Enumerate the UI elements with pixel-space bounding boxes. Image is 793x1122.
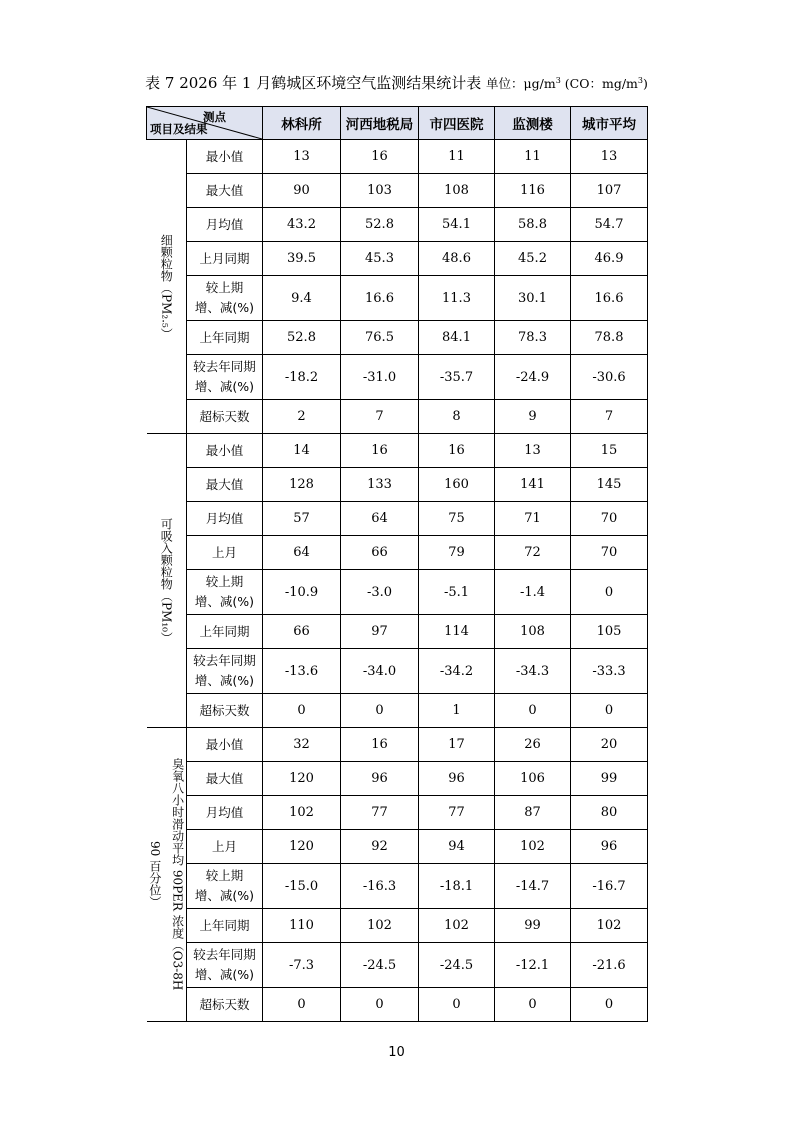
value-cell: 13 bbox=[571, 140, 648, 174]
value-cell: 7 bbox=[341, 400, 419, 434]
value-cell: 102 bbox=[263, 796, 341, 830]
unit-co: (CO：mg/m bbox=[564, 76, 638, 91]
value-cell: 45.3 bbox=[341, 242, 419, 276]
value-cell: 16 bbox=[341, 728, 419, 762]
row-item-label: 最大值 bbox=[187, 174, 263, 208]
value-cell: 11 bbox=[419, 140, 495, 174]
value-cell: 90 bbox=[263, 174, 341, 208]
value-cell: 16 bbox=[341, 140, 419, 174]
value-cell: 102 bbox=[341, 909, 419, 943]
row-item-label: 超标天数 bbox=[187, 988, 263, 1022]
value-cell: 71 bbox=[495, 502, 571, 536]
header-col: 河西地税局 bbox=[341, 107, 419, 140]
value-cell: -24.5 bbox=[341, 943, 419, 988]
value-cell: 76.5 bbox=[341, 321, 419, 355]
table-row bbox=[147, 242, 648, 276]
unit-value: μg/m bbox=[523, 76, 556, 91]
table-row bbox=[147, 988, 648, 1022]
unit-label bbox=[486, 76, 648, 91]
table-row bbox=[147, 208, 648, 242]
value-cell: 87 bbox=[495, 796, 571, 830]
row-item-label: 月均值 bbox=[187, 502, 263, 536]
value-cell: 43.2 bbox=[263, 208, 341, 242]
row-item-label: 较上期 增、减(%) bbox=[187, 864, 263, 909]
value-cell: -30.6 bbox=[571, 355, 648, 400]
value-cell: 17 bbox=[419, 728, 495, 762]
value-cell: 15 bbox=[571, 434, 648, 468]
row-item-label: 较上期 增、减(%) bbox=[187, 570, 263, 615]
value-cell: 96 bbox=[341, 762, 419, 796]
value-cell: 99 bbox=[571, 762, 648, 796]
table-row bbox=[147, 909, 648, 943]
value-cell: 30.1 bbox=[495, 276, 571, 321]
value-cell: 7 bbox=[571, 400, 648, 434]
value-cell: 79 bbox=[419, 536, 495, 570]
value-cell: -18.1 bbox=[419, 864, 495, 909]
value-cell: 66 bbox=[341, 536, 419, 570]
value-cell: 0 bbox=[419, 988, 495, 1022]
value-cell: -5.1 bbox=[419, 570, 495, 615]
table-row bbox=[147, 321, 648, 355]
value-cell: 145 bbox=[571, 468, 648, 502]
value-cell: 0 bbox=[263, 988, 341, 1022]
value-cell: 96 bbox=[571, 830, 648, 864]
value-cell: 84.1 bbox=[419, 321, 495, 355]
table-row bbox=[147, 355, 648, 400]
value-cell: -34.0 bbox=[341, 649, 419, 694]
value-cell: 105 bbox=[571, 615, 648, 649]
value-cell: 0 bbox=[341, 988, 419, 1022]
value-cell: 11.3 bbox=[419, 276, 495, 321]
table-row bbox=[147, 276, 648, 321]
value-cell: 108 bbox=[419, 174, 495, 208]
value-cell: 13 bbox=[495, 434, 571, 468]
row-item-label: 最小值 bbox=[187, 728, 263, 762]
value-cell: 0 bbox=[495, 694, 571, 728]
value-cell: 66 bbox=[263, 615, 341, 649]
value-cell: 72 bbox=[495, 536, 571, 570]
value-cell: 107 bbox=[571, 174, 648, 208]
value-cell: 1 bbox=[419, 694, 495, 728]
row-item-label: 较去年同期 增、减(%) bbox=[187, 649, 263, 694]
header-corner-bottom: 项目及结果 bbox=[150, 122, 208, 136]
unit-prefix: 单位： bbox=[486, 76, 524, 91]
value-cell: -24.5 bbox=[419, 943, 495, 988]
value-cell: 80 bbox=[571, 796, 648, 830]
value-cell: 58.8 bbox=[495, 208, 571, 242]
value-cell: 0 bbox=[341, 694, 419, 728]
row-item-label: 上月同期 bbox=[187, 242, 263, 276]
header-col: 监测楼 bbox=[495, 107, 571, 140]
value-cell: -3.0 bbox=[341, 570, 419, 615]
value-cell: -7.3 bbox=[263, 943, 341, 988]
page-number: 10 bbox=[388, 1045, 405, 1060]
value-cell: -34.3 bbox=[495, 649, 571, 694]
row-item-label: 月均值 bbox=[187, 796, 263, 830]
value-cell: 102 bbox=[419, 909, 495, 943]
value-cell: 108 bbox=[495, 615, 571, 649]
group-label-cell bbox=[147, 140, 187, 434]
row-item-label: 较去年同期 增、减(%) bbox=[187, 943, 263, 988]
group-label-cell bbox=[147, 728, 187, 1022]
header-col: 市四医院 bbox=[419, 107, 495, 140]
value-cell: 9.4 bbox=[263, 276, 341, 321]
value-cell: 116 bbox=[495, 174, 571, 208]
table-row bbox=[147, 570, 648, 615]
value-cell: 54.1 bbox=[419, 208, 495, 242]
value-cell: -12.1 bbox=[495, 943, 571, 988]
row-item-label: 较上期 增、减(%) bbox=[187, 276, 263, 321]
value-cell: 14 bbox=[263, 434, 341, 468]
table-row bbox=[147, 400, 648, 434]
value-cell: 120 bbox=[263, 762, 341, 796]
value-cell: 0 bbox=[571, 570, 648, 615]
value-cell: -13.6 bbox=[263, 649, 341, 694]
value-cell: 114 bbox=[419, 615, 495, 649]
value-cell: 78.8 bbox=[571, 321, 648, 355]
value-cell: 70 bbox=[571, 536, 648, 570]
value-cell: 97 bbox=[341, 615, 419, 649]
unit-co-close: ) bbox=[643, 76, 648, 91]
row-item-label: 超标天数 bbox=[187, 400, 263, 434]
value-cell: -33.3 bbox=[571, 649, 648, 694]
value-cell: -14.7 bbox=[495, 864, 571, 909]
value-cell: 94 bbox=[419, 830, 495, 864]
value-cell: 102 bbox=[571, 909, 648, 943]
group-label-cell bbox=[147, 434, 187, 728]
value-cell: 9 bbox=[495, 400, 571, 434]
value-cell: 16.6 bbox=[571, 276, 648, 321]
value-cell: 26 bbox=[495, 728, 571, 762]
table-row bbox=[147, 536, 648, 570]
unit-co-sup: 3 bbox=[637, 75, 643, 85]
table-title-main: 表 7 2026 年 1 月鹤城区环境空气监测结果统计表 bbox=[145, 74, 482, 92]
row-item-label: 上年同期 bbox=[187, 909, 263, 943]
row-item-label: 最小值 bbox=[187, 140, 263, 174]
value-cell: -34.2 bbox=[419, 649, 495, 694]
value-cell: 39.5 bbox=[263, 242, 341, 276]
value-cell: 120 bbox=[263, 830, 341, 864]
value-cell: 48.6 bbox=[419, 242, 495, 276]
value-cell: 8 bbox=[419, 400, 495, 434]
value-cell: -1.4 bbox=[495, 570, 571, 615]
table-row bbox=[147, 762, 648, 796]
table-row bbox=[147, 468, 648, 502]
value-cell: 133 bbox=[341, 468, 419, 502]
table-row bbox=[147, 864, 648, 909]
table-title bbox=[0, 72, 793, 93]
value-cell: 75 bbox=[419, 502, 495, 536]
value-cell: 141 bbox=[495, 468, 571, 502]
value-cell: 92 bbox=[341, 830, 419, 864]
row-item-label: 最大值 bbox=[187, 762, 263, 796]
unit-sup: 3 bbox=[555, 75, 561, 85]
value-cell: 128 bbox=[263, 468, 341, 502]
header-col: 林科所 bbox=[263, 107, 341, 140]
value-cell: 78.3 bbox=[495, 321, 571, 355]
value-cell: 20 bbox=[571, 728, 648, 762]
value-cell: -31.0 bbox=[341, 355, 419, 400]
value-cell: -18.2 bbox=[263, 355, 341, 400]
air-quality-table bbox=[146, 106, 648, 1022]
group-label: 可吸入颗粒物（PM₁₀） bbox=[159, 517, 174, 644]
table-row bbox=[147, 796, 648, 830]
table-row bbox=[147, 830, 648, 864]
value-cell: -15.0 bbox=[263, 864, 341, 909]
row-item-label: 超标天数 bbox=[187, 694, 263, 728]
table-row bbox=[147, 174, 648, 208]
row-item-label: 上年同期 bbox=[187, 615, 263, 649]
table-row bbox=[147, 140, 648, 174]
value-cell: 16 bbox=[419, 434, 495, 468]
value-cell: 11 bbox=[495, 140, 571, 174]
row-item-label: 上月 bbox=[187, 830, 263, 864]
value-cell: 64 bbox=[341, 502, 419, 536]
value-cell: 32 bbox=[263, 728, 341, 762]
value-cell: 103 bbox=[341, 174, 419, 208]
value-cell: 160 bbox=[419, 468, 495, 502]
value-cell: 52.8 bbox=[263, 321, 341, 355]
value-cell: -24.9 bbox=[495, 355, 571, 400]
value-cell: 99 bbox=[495, 909, 571, 943]
value-cell: 0 bbox=[263, 694, 341, 728]
row-item-label: 上年同期 bbox=[187, 321, 263, 355]
value-cell: -35.7 bbox=[419, 355, 495, 400]
table-row bbox=[147, 649, 648, 694]
value-cell: 45.2 bbox=[495, 242, 571, 276]
group-label: 细颗粒物（PM₂.₅） bbox=[159, 233, 174, 340]
value-cell: 13 bbox=[263, 140, 341, 174]
value-cell: 16.6 bbox=[341, 276, 419, 321]
value-cell: 0 bbox=[495, 988, 571, 1022]
value-cell: 0 bbox=[571, 988, 648, 1022]
table-row bbox=[147, 943, 648, 988]
value-cell: 77 bbox=[419, 796, 495, 830]
value-cell: -16.7 bbox=[571, 864, 648, 909]
value-cell: 96 bbox=[419, 762, 495, 796]
value-cell: -21.6 bbox=[571, 943, 648, 988]
table-row bbox=[147, 502, 648, 536]
value-cell: -16.3 bbox=[341, 864, 419, 909]
header-corner-top: 测点 bbox=[203, 110, 226, 124]
table-row bbox=[147, 728, 648, 762]
header-row bbox=[147, 107, 648, 140]
group-label-continued: 90 百分位） bbox=[147, 840, 162, 909]
row-item-label: 较去年同期 增、减(%) bbox=[187, 355, 263, 400]
value-cell: 52.8 bbox=[341, 208, 419, 242]
table-row bbox=[147, 615, 648, 649]
row-item-label: 上月 bbox=[187, 536, 263, 570]
table-row bbox=[147, 434, 648, 468]
value-cell: 110 bbox=[263, 909, 341, 943]
value-cell: 54.7 bbox=[571, 208, 648, 242]
header-col: 城市平均 bbox=[571, 107, 648, 140]
value-cell: 70 bbox=[571, 502, 648, 536]
value-cell: 102 bbox=[495, 830, 571, 864]
row-item-label: 最小值 bbox=[187, 434, 263, 468]
row-item-label: 月均值 bbox=[187, 208, 263, 242]
value-cell: -10.9 bbox=[263, 570, 341, 615]
header-corner bbox=[147, 107, 263, 140]
value-cell: 57 bbox=[263, 502, 341, 536]
value-cell: 77 bbox=[341, 796, 419, 830]
group-label: 臭氧八小时滑动平均 90PER 浓度（O3-8H bbox=[170, 758, 185, 991]
table-body bbox=[147, 140, 648, 1022]
table-row bbox=[147, 694, 648, 728]
value-cell: 64 bbox=[263, 536, 341, 570]
value-cell: 46.9 bbox=[571, 242, 648, 276]
value-cell: 2 bbox=[263, 400, 341, 434]
value-cell: 106 bbox=[495, 762, 571, 796]
value-cell: 0 bbox=[571, 694, 648, 728]
value-cell: 16 bbox=[341, 434, 419, 468]
row-item-label: 最大值 bbox=[187, 468, 263, 502]
